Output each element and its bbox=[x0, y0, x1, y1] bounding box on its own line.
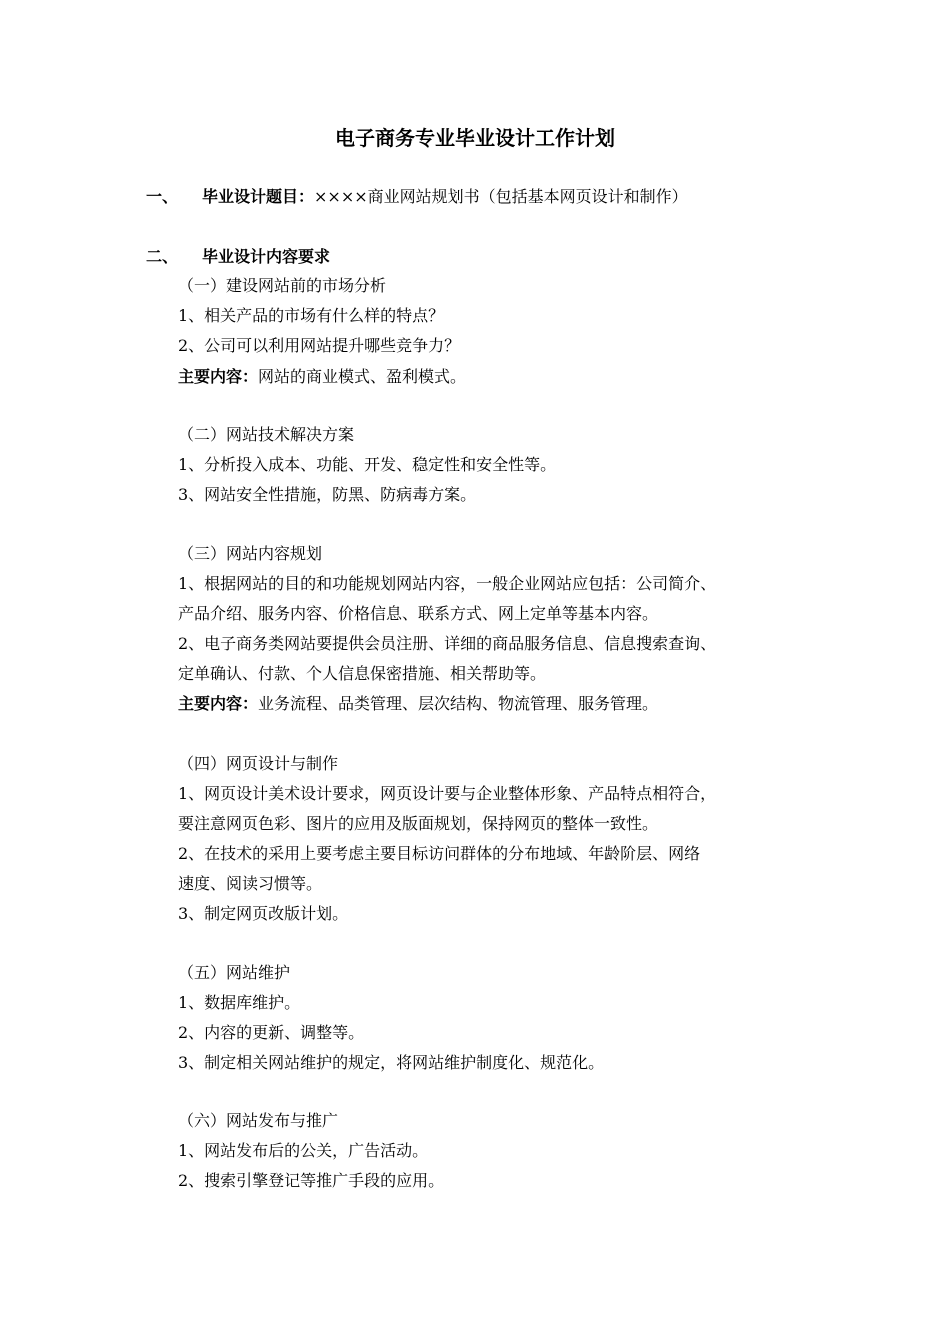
main-content-text: 网站的商业模式、盈利模式。 bbox=[258, 367, 467, 386]
part-3-line: 产品介绍、服务内容、价格信息、联系方式、网上定单等基本内容。 bbox=[178, 604, 659, 623]
section-2-number: 二、 bbox=[146, 247, 179, 266]
part-4-line: 2、在技术的采用上要考虑主要目标访问群体的分布地域、年龄阶层、网络 bbox=[178, 844, 701, 863]
part-2-item: 3、网站安全性措施，防黑、防病毒方案。 bbox=[178, 485, 477, 504]
part-1-item: 1、相关产品的市场有什么样的特点？ bbox=[178, 306, 445, 325]
part-1-main-content bbox=[178, 366, 466, 388]
part-3-line: 定单确认、付款、个人信息保密措施、相关帮助等。 bbox=[178, 664, 547, 683]
part-6-heading: （六）网站发布与推广 bbox=[178, 1111, 339, 1130]
section-1-label: 毕业设计题目： bbox=[202, 187, 315, 206]
part-4-heading: （四）网页设计与制作 bbox=[178, 754, 339, 773]
main-content-label: 主要内容： bbox=[178, 367, 259, 386]
part-4-line: 1、网页设计美术设计要求，网页设计要与企业整体形象、产品特点相符合， bbox=[178, 784, 717, 803]
part-1-heading: （一）建设网站前的市场分析 bbox=[178, 276, 387, 295]
part-2-item: 1、分析投入成本、功能、开发、稳定性和安全性等。 bbox=[178, 455, 557, 474]
part-4-line: 速度、阅读习惯等。 bbox=[178, 874, 323, 893]
part-3-line: 1、根据网站的目的和功能规划网站内容，一般企业网站应包括：公司简介、 bbox=[178, 574, 717, 593]
section-1-text: ××××商业网站规划书（包括基本网页设计和制作） bbox=[314, 187, 688, 206]
part-5-item: 3、制定相关网站维护的规定，将网站维护制度化、规范化。 bbox=[178, 1053, 605, 1072]
section-1-number: 一、 bbox=[146, 187, 179, 206]
part-4-line: 3、制定网页改版计划。 bbox=[178, 904, 349, 923]
part-3-line: 2、电子商务类网站要提供会员注册、详细的商品服务信息、信息搜索查询、 bbox=[178, 634, 717, 653]
part-2-heading: （二）网站技术解决方案 bbox=[178, 425, 355, 444]
part-3-heading: （三）网站内容规划 bbox=[178, 544, 323, 563]
main-content-text: 业务流程、品类管理、层次结构、物流管理、服务管理。 bbox=[258, 694, 659, 713]
section-2-label: 毕业设计内容要求 bbox=[202, 247, 331, 266]
section-2 bbox=[146, 246, 330, 268]
part-5-heading: （五）网站维护 bbox=[178, 963, 291, 982]
part-5-item: 2、内容的更新、调整等。 bbox=[178, 1023, 365, 1042]
part-4-line: 要注意网页色彩、图片的应用及版面规划，保持网页的整体一致性。 bbox=[178, 814, 659, 833]
part-5-item: 1、数据库维护。 bbox=[178, 993, 301, 1012]
part-6-item: 2、搜索引擎登记等推广手段的应用。 bbox=[178, 1171, 445, 1190]
page-title: 电子商务专业毕业设计工作计划 bbox=[335, 126, 615, 150]
part-6-item: 1、网站发布后的公关，广告活动。 bbox=[178, 1141, 429, 1160]
part-1-item: 2、公司可以利用网站提升哪些竞争力？ bbox=[178, 336, 461, 355]
part-3-main-content bbox=[178, 693, 658, 715]
section-1 bbox=[146, 186, 688, 208]
main-content-label: 主要内容： bbox=[178, 694, 259, 713]
